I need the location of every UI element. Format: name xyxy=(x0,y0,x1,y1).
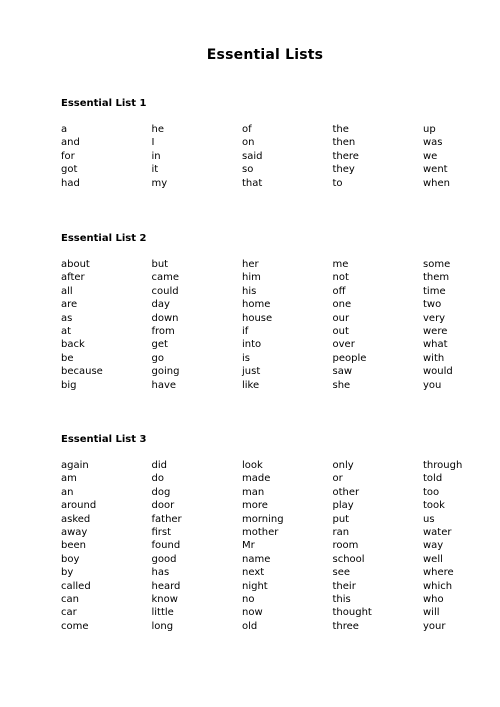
word-cell: over xyxy=(332,339,355,351)
essential-list-1-title: Essential List 1 xyxy=(61,98,147,109)
word-cell: morning xyxy=(242,513,284,525)
word-cell: had xyxy=(61,177,80,189)
word-cell: been xyxy=(61,540,86,552)
essential-list-3-section xyxy=(61,433,481,633)
word-cell: do xyxy=(151,473,164,485)
word-cell: time xyxy=(423,285,446,297)
word-row xyxy=(61,526,481,539)
word-cell: not xyxy=(332,272,349,284)
essential-list-2-title: Essential List 2 xyxy=(61,233,147,244)
word-cell: heard xyxy=(151,580,181,592)
word-cell: now xyxy=(242,607,263,619)
word-cell: day xyxy=(151,299,170,311)
word-cell: for xyxy=(61,150,75,162)
word-cell: we xyxy=(423,150,438,162)
word-cell: people xyxy=(332,352,367,364)
word-cell: which xyxy=(423,580,453,592)
word-row xyxy=(61,150,481,163)
word-row xyxy=(61,553,481,566)
word-cell: him xyxy=(242,272,261,284)
word-cell: no xyxy=(242,594,255,606)
word-cell: and xyxy=(61,137,80,149)
word-cell: boy xyxy=(61,553,80,565)
word-row xyxy=(61,123,481,136)
word-row xyxy=(61,513,481,526)
word-cell: going xyxy=(151,366,180,378)
word-cell: where xyxy=(423,567,454,579)
word-cell: up xyxy=(423,124,436,135)
word-cell: they xyxy=(332,164,355,176)
word-cell: be xyxy=(61,352,74,364)
word-cell: will xyxy=(423,607,440,619)
word-cell: that xyxy=(242,177,263,189)
word-cell: this xyxy=(332,594,351,606)
word-cell: called xyxy=(61,580,91,592)
word-cell: I xyxy=(151,137,155,149)
word-cell: a xyxy=(61,124,68,135)
word-cell: made xyxy=(242,473,271,485)
word-cell: saw xyxy=(332,366,353,378)
word-row xyxy=(61,606,481,619)
word-cell: them xyxy=(423,272,450,284)
word-cell: but xyxy=(151,259,169,270)
word-cell: with xyxy=(423,352,445,364)
word-row xyxy=(61,352,481,365)
word-cell: of xyxy=(242,124,252,135)
word-row xyxy=(61,499,481,512)
word-row xyxy=(61,539,481,552)
word-cell: have xyxy=(151,379,177,391)
word-cell: home xyxy=(242,299,271,311)
word-cell: as xyxy=(61,312,73,324)
word-cell: first xyxy=(151,527,172,539)
word-cell: am xyxy=(61,473,77,485)
word-row xyxy=(61,163,481,176)
word-cell: some xyxy=(423,259,451,270)
word-cell: play xyxy=(332,500,354,512)
word-cell: three xyxy=(332,620,359,632)
word-cell: good xyxy=(151,553,177,565)
word-cell: were xyxy=(423,326,448,338)
word-cell: away xyxy=(61,527,88,539)
word-cell: big xyxy=(61,379,77,391)
word-cell: are xyxy=(61,299,78,311)
word-cell: school xyxy=(332,553,365,565)
word-cell: see xyxy=(332,567,351,579)
word-cell: took xyxy=(423,500,445,512)
word-row xyxy=(61,486,481,499)
word-cell: their xyxy=(332,580,356,592)
word-cell: at xyxy=(61,326,72,338)
word-cell: into xyxy=(242,339,262,351)
word-cell: just xyxy=(242,366,261,378)
word-row xyxy=(61,338,481,351)
word-cell: out xyxy=(332,326,349,338)
word-cell: who xyxy=(423,594,444,606)
word-cell: because xyxy=(61,366,103,378)
word-cell: car xyxy=(61,607,77,619)
word-cell: if xyxy=(242,326,249,338)
word-cell: me xyxy=(332,259,349,270)
word-cell: after xyxy=(61,272,85,284)
word-cell: night xyxy=(242,580,268,592)
word-cell: could xyxy=(151,285,179,297)
word-cell: from xyxy=(151,326,175,338)
word-cell: dog xyxy=(151,486,171,498)
word-cell: he xyxy=(151,124,164,135)
word-cell: came xyxy=(151,272,180,284)
word-cell: old xyxy=(242,620,258,632)
word-cell: then xyxy=(332,137,356,149)
word-cell: what xyxy=(423,339,448,351)
word-row xyxy=(61,298,481,311)
word-cell: there xyxy=(332,150,359,162)
word-cell: was xyxy=(423,137,443,149)
word-row xyxy=(61,325,481,338)
word-cell: long xyxy=(151,620,174,632)
word-row xyxy=(61,593,481,606)
word-row xyxy=(61,379,481,392)
word-cell: an xyxy=(61,486,74,498)
word-cell: mother xyxy=(242,527,279,539)
word-cell: next xyxy=(242,567,265,579)
word-cell: look xyxy=(242,460,263,471)
essential-list-1-section xyxy=(61,97,481,190)
word-cell: to xyxy=(332,177,343,189)
word-cell: went xyxy=(423,164,448,176)
word-cell: way xyxy=(423,540,444,552)
word-cell: down xyxy=(151,312,179,324)
word-cell: can xyxy=(61,594,79,606)
word-cell: know xyxy=(151,594,178,606)
word-cell: through xyxy=(423,460,463,471)
essential-list-3-table xyxy=(61,459,481,633)
word-cell: back xyxy=(61,339,85,351)
word-cell: you xyxy=(423,379,442,391)
word-cell: well xyxy=(423,553,443,565)
word-cell: your xyxy=(423,620,446,632)
essential-list-3-title: Essential List 3 xyxy=(61,434,147,445)
word-cell: asked xyxy=(61,513,91,525)
word-cell: thought xyxy=(332,607,372,619)
word-cell: other xyxy=(332,486,360,498)
word-cell: around xyxy=(61,500,97,512)
word-cell: go xyxy=(151,352,164,364)
word-row xyxy=(61,258,481,271)
word-row xyxy=(61,566,481,579)
word-cell: us xyxy=(423,513,435,525)
word-cell: it xyxy=(151,164,159,176)
word-cell: on xyxy=(242,137,255,149)
word-cell: more xyxy=(242,500,268,512)
word-cell: told xyxy=(423,473,443,485)
word-cell: or xyxy=(332,473,343,485)
word-cell: again xyxy=(61,460,89,471)
word-row xyxy=(61,177,481,190)
word-cell: name xyxy=(242,553,271,565)
word-cell: put xyxy=(332,513,350,525)
word-cell: her xyxy=(242,259,259,270)
word-cell: the xyxy=(332,124,349,135)
word-cell: one xyxy=(332,299,352,311)
word-row xyxy=(61,365,481,378)
word-cell: about xyxy=(61,259,90,270)
word-row xyxy=(61,580,481,593)
word-cell: my xyxy=(151,177,168,189)
word-cell: got xyxy=(61,164,78,176)
word-cell: too xyxy=(423,486,440,498)
word-cell: she xyxy=(332,379,351,391)
word-cell: only xyxy=(332,460,354,471)
word-row xyxy=(61,271,481,284)
word-cell: is xyxy=(242,352,250,364)
essential-list-1-table xyxy=(61,123,481,190)
word-cell: door xyxy=(151,500,175,512)
word-cell: ran xyxy=(332,527,350,539)
word-cell: has xyxy=(151,567,170,579)
word-row xyxy=(61,312,481,325)
page-title: Essential Lists xyxy=(206,47,324,63)
word-cell: would xyxy=(423,366,453,378)
essential-list-2-table xyxy=(61,258,481,392)
word-row xyxy=(61,136,481,149)
word-cell: man xyxy=(242,486,265,498)
word-cell: two xyxy=(423,299,442,311)
word-cell: little xyxy=(151,607,174,619)
word-cell: room xyxy=(332,540,359,552)
word-cell: come xyxy=(61,620,89,632)
word-cell: get xyxy=(151,339,168,351)
word-row xyxy=(61,620,481,633)
word-cell: by xyxy=(61,567,74,579)
word-cell: Mr xyxy=(242,540,255,552)
word-cell: found xyxy=(151,540,181,552)
word-cell: when xyxy=(423,177,451,189)
word-cell: off xyxy=(332,285,346,297)
word-cell: like xyxy=(242,379,260,391)
word-cell: water xyxy=(423,527,452,539)
essential-list-2-section xyxy=(61,232,481,392)
word-cell: his xyxy=(242,285,257,297)
word-row xyxy=(61,285,481,298)
word-cell: our xyxy=(332,312,350,324)
word-row xyxy=(61,472,481,485)
word-cell: in xyxy=(151,150,161,162)
word-cell: did xyxy=(151,460,167,471)
word-cell: all xyxy=(61,285,73,297)
word-row xyxy=(61,459,481,472)
word-cell: father xyxy=(151,513,182,525)
word-cell: said xyxy=(242,150,263,162)
word-cell: house xyxy=(242,312,273,324)
word-cell: so xyxy=(242,164,254,176)
word-cell: very xyxy=(423,312,446,324)
